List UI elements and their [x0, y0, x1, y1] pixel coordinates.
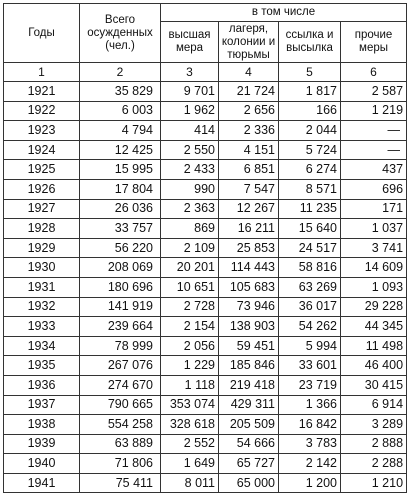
camps-cell: 105 683 [219, 277, 279, 297]
exile-cell: 58 816 [279, 258, 341, 278]
column-number: 4 [219, 63, 279, 82]
table-row [4, 434, 407, 454]
capital-punishment-cell: 990 [161, 179, 219, 199]
table-row [4, 238, 407, 258]
camps-cell: 65 000 [219, 473, 279, 493]
capital-punishment-cell: 10 651 [161, 277, 219, 297]
other-measures-cell: 3 741 [341, 238, 407, 258]
exile-cell: 54 262 [279, 317, 341, 337]
table-body [4, 82, 407, 493]
capital-punishment-cell: 2 154 [161, 317, 219, 337]
total-cell: 554 258 [80, 415, 161, 435]
year-cell: 1921 [4, 82, 80, 102]
year-cell: 1930 [4, 258, 80, 278]
exile-cell: 2 044 [279, 121, 341, 141]
year-cell: 1927 [4, 199, 80, 219]
table-row [4, 258, 407, 278]
camps-cell: 73 946 [219, 297, 279, 317]
total-cell: 17 804 [80, 179, 161, 199]
table-row [4, 317, 407, 337]
table-row [4, 473, 407, 493]
column-number: 2 [80, 63, 161, 82]
year-cell: 1929 [4, 238, 80, 258]
year-cell: 1928 [4, 219, 80, 239]
other-measures-cell: 29 228 [341, 297, 407, 317]
year-cell: 1936 [4, 375, 80, 395]
exile-cell: 2 142 [279, 454, 341, 474]
total-cell: 56 220 [80, 238, 161, 258]
camps-cell: 54 666 [219, 434, 279, 454]
year-cell: 1934 [4, 336, 80, 356]
capital-punishment-cell: 328 618 [161, 415, 219, 435]
header-camps-colonies-prisons: лагеря, колонии и тюрьмы [219, 22, 279, 63]
total-cell: 12 425 [80, 140, 161, 160]
total-cell: 4 794 [80, 121, 161, 141]
table-row [4, 121, 407, 141]
capital-punishment-cell: 1 118 [161, 375, 219, 395]
exile-cell: 24 517 [279, 238, 341, 258]
table-row [4, 140, 407, 160]
camps-cell: 4 151 [219, 140, 279, 160]
other-measures-cell: 11 498 [341, 336, 407, 356]
exile-cell: 5 994 [279, 336, 341, 356]
year-cell: 1932 [4, 297, 80, 317]
other-measures-cell: 437 [341, 160, 407, 180]
other-measures-cell: 1 210 [341, 473, 407, 493]
convictions-table [3, 3, 407, 493]
other-measures-cell: 44 345 [341, 317, 407, 337]
camps-cell: 7 547 [219, 179, 279, 199]
header-row-top [4, 4, 407, 22]
table-row [4, 277, 407, 297]
exile-cell: 33 601 [279, 356, 341, 376]
camps-cell: 59 451 [219, 336, 279, 356]
total-cell: 71 806 [80, 454, 161, 474]
total-cell: 6 003 [80, 101, 161, 121]
camps-cell: 114 443 [219, 258, 279, 278]
table-row [4, 375, 407, 395]
year-cell: 1922 [4, 101, 80, 121]
exile-cell: 8 571 [279, 179, 341, 199]
exile-cell: 166 [279, 101, 341, 121]
camps-cell: 21 724 [219, 82, 279, 102]
capital-punishment-cell: 1 229 [161, 356, 219, 376]
table-row [4, 356, 407, 376]
capital-punishment-cell: 414 [161, 121, 219, 141]
capital-punishment-cell: 2 433 [161, 160, 219, 180]
table-row [4, 297, 407, 317]
capital-punishment-cell: 9 701 [161, 82, 219, 102]
camps-cell: 185 846 [219, 356, 279, 376]
total-cell: 63 889 [80, 434, 161, 454]
header-other-measures: прочие меры [341, 22, 407, 63]
exile-cell: 1 200 [279, 473, 341, 493]
camps-cell: 219 418 [219, 375, 279, 395]
table-row [4, 82, 407, 102]
exile-cell: 3 783 [279, 434, 341, 454]
year-cell: 1931 [4, 277, 80, 297]
year-cell: 1926 [4, 179, 80, 199]
total-cell: 239 664 [80, 317, 161, 337]
camps-cell: 16 211 [219, 219, 279, 239]
capital-punishment-cell: 353 074 [161, 395, 219, 415]
header-years: Годы [4, 4, 80, 63]
total-cell: 790 665 [80, 395, 161, 415]
camps-cell: 12 267 [219, 199, 279, 219]
year-cell: 1923 [4, 121, 80, 141]
exile-cell: 36 017 [279, 297, 341, 317]
exile-cell: 16 842 [279, 415, 341, 435]
total-cell: 75 411 [80, 473, 161, 493]
exile-cell: 23 719 [279, 375, 341, 395]
other-measures-cell: 6 914 [341, 395, 407, 415]
other-measures-cell: 171 [341, 199, 407, 219]
other-measures-cell: 1 219 [341, 101, 407, 121]
capital-punishment-cell: 2 550 [161, 140, 219, 160]
total-cell: 33 757 [80, 219, 161, 239]
table-header [4, 4, 407, 82]
exile-cell: 15 640 [279, 219, 341, 239]
capital-punishment-cell: 2 552 [161, 434, 219, 454]
other-measures-cell: 46 400 [341, 356, 407, 376]
exile-cell: 11 235 [279, 199, 341, 219]
table-row [4, 454, 407, 474]
total-cell: 35 829 [80, 82, 161, 102]
other-measures-cell: — [341, 140, 407, 160]
total-cell: 274 670 [80, 375, 161, 395]
capital-punishment-cell: 1 962 [161, 101, 219, 121]
other-measures-cell: 2 587 [341, 82, 407, 102]
year-cell: 1925 [4, 160, 80, 180]
table-row [4, 160, 407, 180]
other-measures-cell: 30 415 [341, 375, 407, 395]
other-measures-cell: 3 289 [341, 415, 407, 435]
exile-cell: 1 366 [279, 395, 341, 415]
column-number: 5 [279, 63, 341, 82]
capital-punishment-cell: 20 201 [161, 258, 219, 278]
header-total: Всего осужденных (чел.) [80, 4, 161, 63]
total-cell: 26 036 [80, 199, 161, 219]
year-cell: 1940 [4, 454, 80, 474]
column-number: 1 [4, 63, 80, 82]
other-measures-cell: 696 [341, 179, 407, 199]
exile-cell: 1 817 [279, 82, 341, 102]
table-row [4, 415, 407, 435]
total-cell: 15 995 [80, 160, 161, 180]
total-cell: 180 696 [80, 277, 161, 297]
camps-cell: 138 903 [219, 317, 279, 337]
camps-cell: 205 509 [219, 415, 279, 435]
camps-cell: 6 851 [219, 160, 279, 180]
year-cell: 1938 [4, 415, 80, 435]
camps-cell: 2 336 [219, 121, 279, 141]
year-cell: 1924 [4, 140, 80, 160]
exile-cell: 6 274 [279, 160, 341, 180]
camps-cell: 65 727 [219, 454, 279, 474]
camps-cell: 2 656 [219, 101, 279, 121]
year-cell: 1941 [4, 473, 80, 493]
camps-cell: 25 853 [219, 238, 279, 258]
table-row [4, 179, 407, 199]
column-number: 6 [341, 63, 407, 82]
capital-punishment-cell: 2 363 [161, 199, 219, 219]
year-cell: 1935 [4, 356, 80, 376]
capital-punishment-cell: 2 109 [161, 238, 219, 258]
table-row [4, 336, 407, 356]
table-row [4, 199, 407, 219]
total-cell: 141 919 [80, 297, 161, 317]
exile-cell: 5 724 [279, 140, 341, 160]
header-exile-deportation: ссылка и высылка [279, 22, 341, 63]
capital-punishment-cell: 869 [161, 219, 219, 239]
other-measures-cell: 1 093 [341, 277, 407, 297]
table-row [4, 101, 407, 121]
year-cell: 1937 [4, 395, 80, 415]
table-page [3, 3, 406, 490]
capital-punishment-cell: 1 649 [161, 454, 219, 474]
table-row [4, 395, 407, 415]
header-capital-punishment: высшая мера [161, 22, 219, 63]
total-cell: 78 999 [80, 336, 161, 356]
other-measures-cell: 14 609 [341, 258, 407, 278]
capital-punishment-cell: 2 056 [161, 336, 219, 356]
header-including: в том числе [161, 4, 407, 22]
capital-punishment-cell: 2 728 [161, 297, 219, 317]
year-cell: 1939 [4, 434, 80, 454]
other-measures-cell: 2 888 [341, 434, 407, 454]
other-measures-cell: 2 288 [341, 454, 407, 474]
total-cell: 267 076 [80, 356, 161, 376]
capital-punishment-cell: 8 011 [161, 473, 219, 493]
header-column-numbers [4, 63, 407, 82]
camps-cell: 429 311 [219, 395, 279, 415]
exile-cell: 63 269 [279, 277, 341, 297]
total-cell: 208 069 [80, 258, 161, 278]
table-row [4, 219, 407, 239]
other-measures-cell: — [341, 121, 407, 141]
other-measures-cell: 1 037 [341, 219, 407, 239]
column-number: 3 [161, 63, 219, 82]
year-cell: 1933 [4, 317, 80, 337]
